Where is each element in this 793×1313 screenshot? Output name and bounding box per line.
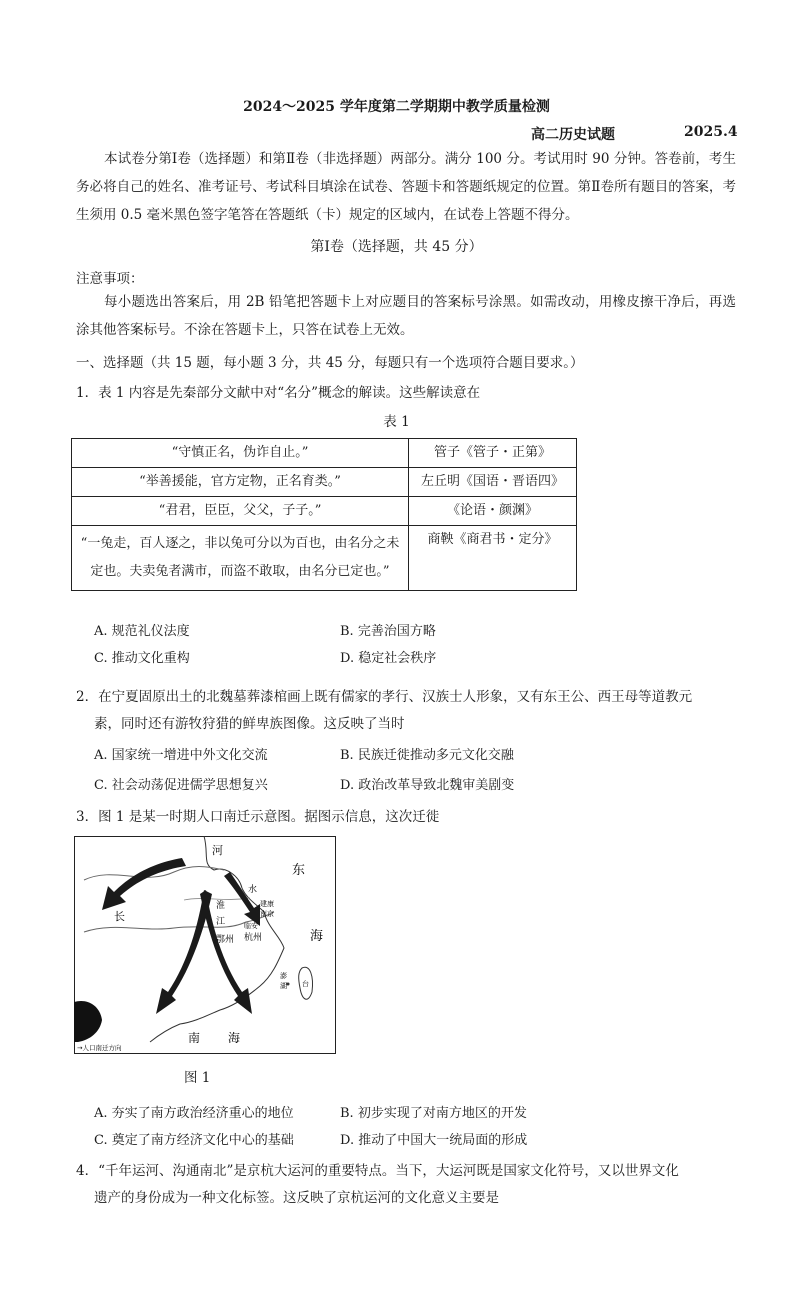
map-label: 东 [292, 863, 306, 878]
map-label: 湖 [280, 982, 287, 990]
map-label: 杭州 [244, 933, 263, 943]
map-label: 临安 [244, 922, 258, 930]
map-label: 南 [188, 1031, 201, 1045]
q1-option-d[interactable]: D. 稳定社会秩序 [340, 651, 437, 666]
migration-map [74, 836, 336, 1054]
q2-option-c[interactable]: C. 社会动荡促进儒学思想复兴 [94, 778, 268, 793]
q1-stem: 1．表 1 内容是先秦部分文献中对“名分”概念的解读。这些解读意在 [76, 385, 481, 401]
q2-option-b[interactable]: B. 民族迁徙推动多元文化交融 [340, 748, 514, 763]
q3-option-b[interactable]: B. 初步实现了对南方地区的开发 [340, 1106, 527, 1121]
table-row [72, 468, 577, 497]
q3-option-c[interactable]: C. 奠定了南方经济文化中心的基础 [94, 1133, 294, 1148]
table-cell-source: 左丘明《国语・晋语四》 [409, 468, 577, 497]
table-cell-quote: “守慎正名，伪诈自止。” [72, 439, 409, 468]
q3-option-a[interactable]: A. 夯实了南方政治经济重心的地位 [94, 1106, 294, 1121]
map-label: 建康 [260, 900, 274, 908]
table-row [72, 526, 577, 591]
q2-stem-line1: 2．在宁夏固原出土的北魏墓葬漆棺画上既有儒家的孝行、汉族士人形象，又有东王公、西王母等道教元 [76, 689, 693, 705]
q1-option-a[interactable]: A. 规范礼仪法度 [94, 624, 190, 639]
table-row [72, 497, 577, 526]
intro-paragraph: 本试卷分第Ⅰ卷（选择题）和第Ⅱ卷（非选择题）两部分。满分 100 分。考试用时 90 分钟。答卷前，考生务必将自己的姓名、准考证号、考试科目填涂在试卷、答题卡和答题纸规定的位置。第Ⅱ卷所有题目的答案，考生须用 0.5 毫米黑色签字笔答在答题纸（卡）规定的区域内，在试卷上答题不得分。 [76, 151, 736, 223]
map-label: 淮 [216, 901, 226, 911]
exam-title: 2024～2025 学年度第二学期期中教学质量检测 [243, 99, 550, 115]
exam-date: 2025.4 [684, 124, 738, 140]
map-label: 河 [212, 844, 223, 857]
q4-stem-line2: 遗产的身份成为一种文化标签。这反映了京杭运河的文化意义主要是 [94, 1190, 499, 1206]
map-label: 长 [114, 910, 125, 923]
q2-option-d[interactable]: D. 政治改革导致北魏审美剧变 [340, 778, 515, 793]
part-title: 一、选择题（共 15 题，每小题 3 分，共 45 分，每题只有一个选项符合题目要求。） [76, 355, 584, 371]
map-legend: →人口南迁方向 [77, 1044, 122, 1052]
q2-stem-line2: 素，同时还有游牧狩猎的鲜卑族图像。这反映了当时 [94, 716, 405, 732]
map-label: 海 [310, 929, 324, 944]
notice-label: 注意事项： [76, 271, 144, 287]
section-title: 第Ⅰ卷（选择题，共 45 分） [310, 239, 483, 255]
q3-stem: 3．图 1 是某一时期人口南迁示意图。据图示信息，这次迁徙 [76, 809, 440, 825]
map-label: 海 [228, 1031, 241, 1045]
q2-option-a[interactable]: A. 国家统一增进中外文化交流 [94, 748, 268, 763]
figure-caption: 图 1 [184, 1070, 211, 1086]
table-cell-source: 管子《管子・正第》 [409, 439, 577, 468]
table-1 [71, 438, 577, 591]
q4-stem-line1: 4．“千年运河、沟通南北”是京杭大运河的重要特点。当下，大运河既是国家文化符号，又以世界文化 [76, 1163, 679, 1179]
table-cell-quote: “君君，臣臣，父父，子子。” [72, 497, 409, 526]
exam-subject: 高二历史试题 [531, 127, 615, 143]
map-label: 水 [248, 885, 258, 895]
table-row [72, 439, 577, 468]
map-label: 南京 [260, 910, 274, 918]
map-label: 澎 [280, 972, 287, 980]
map-label: 鄂州 [216, 935, 235, 945]
table-cell-source: 《论语・颜渊》 [409, 497, 577, 526]
table-caption: 表 1 [383, 414, 410, 430]
q1-option-c[interactable]: C. 推动文化重构 [94, 651, 190, 666]
table-cell-quote: “举善援能，官方定物，正名育类。” [72, 468, 409, 497]
map-label: 江 [216, 917, 226, 927]
map-label: 台 [302, 980, 309, 988]
table-cell-source: 商鞅《商君书・定分》 [409, 526, 577, 591]
q3-option-d[interactable]: D. 推动了中国大一统局面的形成 [340, 1133, 528, 1148]
notice-text: 每小题选出答案后，用 2B 铅笔把答题卡上对应题目的答案标号涂黑。如需改动，用橡皮擦干净后，再选涂其他答案标号。不涂在答题卡上，只答在试卷上无效。 [76, 294, 736, 338]
table-cell-quote: “一兔走，百人逐之，非以兔可分以为百也，由名分之未定也。夫卖兔者满市，而盗不敢取，由名分已定也。” [72, 526, 409, 591]
q1-option-b[interactable]: B. 完善治国方略 [340, 624, 436, 639]
